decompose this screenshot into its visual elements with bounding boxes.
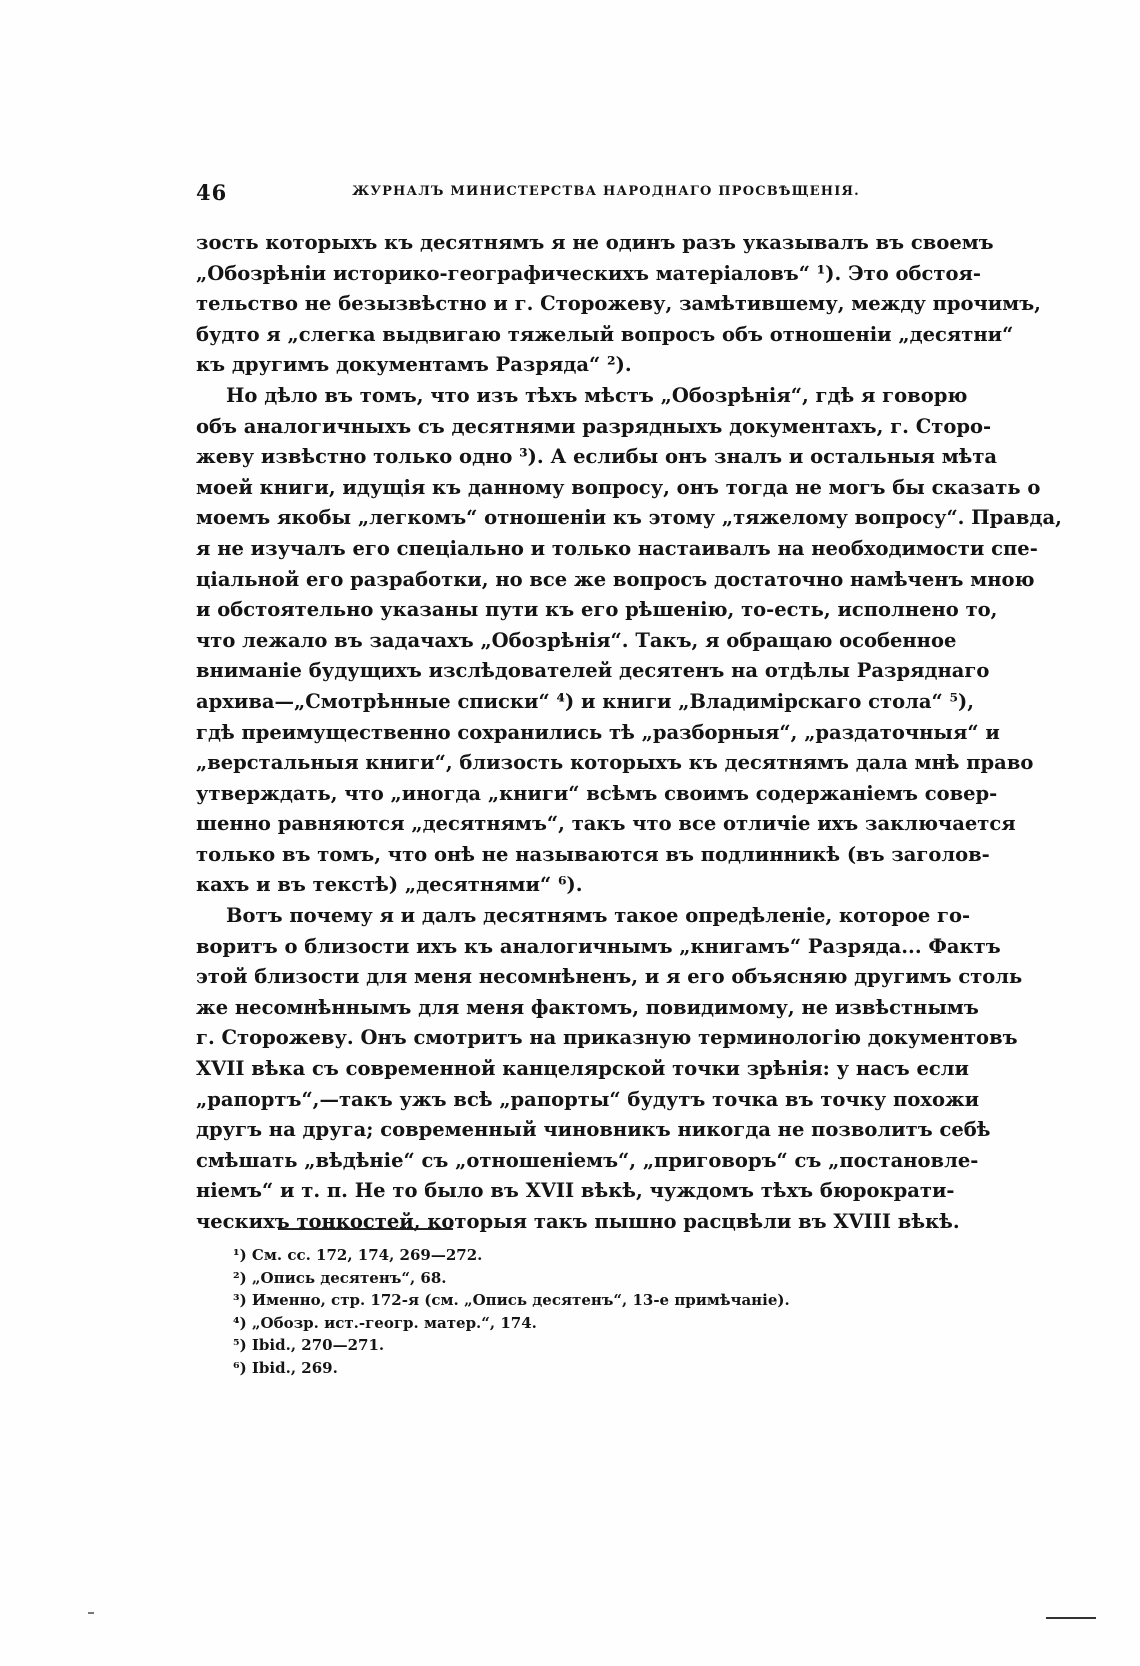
footnote-mark: ⁴) bbox=[233, 1313, 247, 1332]
text-line: шенно равняются „десятнямъ“, такъ что все отличіе ихъ заключается bbox=[196, 812, 1016, 836]
footnote-text: „Опись десятенъ“, 68. bbox=[251, 1268, 447, 1287]
text-line: ціальной его разработки, но все же вопросъ достаточно намѣченъ мною bbox=[196, 567, 1035, 591]
text-line: жеву извѣстно только одно ³). А еслибы онъ зналъ и остальныя мѣта bbox=[196, 445, 998, 469]
footnote bbox=[233, 1334, 873, 1357]
footnote-separator bbox=[278, 1228, 453, 1230]
running-title: ЖУРНАЛЪ МИНИСТЕРСТВА НАРОДНАГО ПРОСВѢЩЕНІЯ. bbox=[352, 184, 860, 199]
footnote-text: Ibid., 269. bbox=[251, 1358, 338, 1377]
text-line: „Обозрѣніи историко-географическихъ матеріаловъ“ ¹). Это обстоя- bbox=[196, 261, 981, 285]
scan-artifact bbox=[88, 1612, 94, 1614]
footnote-text: „Обозр. ист.-геогр. матер.“, 174. bbox=[251, 1313, 537, 1332]
text-line: къ другимъ документамъ Разряда“ ²). bbox=[196, 353, 632, 377]
footnote-mark: ³) bbox=[233, 1291, 247, 1309]
footnote bbox=[233, 1267, 873, 1290]
text-line: я не изучалъ его спеціально и только настаивалъ на необходимости спе- bbox=[196, 536, 1038, 560]
footnotes bbox=[233, 1244, 873, 1379]
footnote bbox=[233, 1312, 873, 1335]
text-line: объ аналогичныхъ съ десятнями разрядныхъ документахъ, г. Сторо- bbox=[196, 414, 992, 438]
footnote bbox=[233, 1289, 873, 1312]
text-line: смѣшать „вѣдѣніе“ съ „отношеніемъ“, „приговоръ“ съ „постановле- bbox=[196, 1148, 979, 1172]
text-line: ніемъ“ и т. п. Не то было въ XVII вѣкѣ, чуждомъ тѣхъ бюрократи- bbox=[196, 1179, 955, 1203]
footnote bbox=[233, 1244, 873, 1267]
text-line: тельство не безызвѣстно и г. Сторожеву, замѣтившему, между прочимъ, bbox=[196, 292, 1041, 316]
footnote-text: См. сс. 172, 174, 269—272. bbox=[251, 1246, 483, 1264]
text-line: кахъ и въ текстѣ) „десятнями“ ⁶). bbox=[196, 873, 583, 897]
text-line: будто я „слегка выдвигаю тяжелый вопросъ объ отношеніи „десятни“ bbox=[196, 322, 1014, 346]
text-line: и обстоятельно указаны пути къ его рѣшенію, то-есть, исполнено то, bbox=[196, 598, 998, 622]
scan-edge-mark bbox=[1046, 1617, 1096, 1619]
main-text bbox=[196, 228, 1062, 1238]
text-line: же несомнѣннымъ для меня фактомъ, повидимому, не извѣстнымъ bbox=[196, 995, 979, 1019]
text-line: гдѣ преимущественно сохранились тѣ „разборныя“, „раздаточныя“ и bbox=[196, 720, 1000, 744]
text-line: моемъ якобы „легкомъ“ отношеніи къ этому „тяжелому вопросу“. Правда, bbox=[196, 506, 1062, 530]
text-line: „рапортъ“,—такъ ужъ всѣ „рапорты“ будутъ точка въ точку похожи bbox=[196, 1087, 980, 1111]
footnote-mark: ²) bbox=[233, 1268, 247, 1287]
text-line: вниманіе будущихъ изслѣдователей десятенъ на отдѣлы Разряднаго bbox=[196, 659, 990, 683]
footnote-mark: ¹) bbox=[233, 1246, 247, 1264]
page-number: 46 bbox=[196, 180, 228, 205]
text-line: г. Сторожеву. Онъ смотритъ на приказную терминологію документовъ bbox=[196, 1026, 1018, 1050]
paragraph-start-line: Но дѣло въ томъ, что изъ тѣхъ мѣстъ „Обозрѣнія“, гдѣ я говорю bbox=[226, 383, 968, 407]
footnote-mark: ⁵) bbox=[233, 1336, 247, 1354]
page-header bbox=[196, 180, 936, 208]
text-line: утверждать, что „иногда „книги“ всѣмъ своимъ содержаніемъ совер- bbox=[196, 781, 998, 805]
text-line: ческихъ тонкостей, которыя такъ пышно расцвѣли въ XVIII вѣкѣ. bbox=[196, 1210, 960, 1233]
text-line: только въ томъ, что онѣ не называются въ подлинникѣ (въ заголов- bbox=[196, 842, 990, 866]
text-line: этой близости для меня несомнѣненъ, и я его объясняю другимъ столь bbox=[196, 965, 1023, 989]
paragraph-start-line: Вотъ почему я и далъ десятнямъ такое опредѣленіе, которое го- bbox=[226, 904, 971, 928]
text-line: что лежало въ задачахъ „Обозрѣнія“. Такъ, я обращаю особенное bbox=[196, 628, 957, 652]
footnote bbox=[233, 1357, 873, 1380]
text-line: архива—„Смотрѣнные списки“ ⁴) и книги „Владимірскаго стола“ ⁵), bbox=[196, 689, 975, 713]
text-line: воритъ о близости ихъ къ аналогичнымъ „книгамъ“ Разряда... Фактъ bbox=[196, 934, 1001, 958]
footnote-text: Ibid., 270—271. bbox=[251, 1336, 385, 1354]
text-line: другъ на друга; современный чиновникъ никогда не позволитъ себѣ bbox=[196, 1118, 991, 1142]
text-line: зость которыхъ къ десятнямъ я не одинъ разъ указывалъ въ своемъ bbox=[196, 231, 994, 254]
footnote-text: Именно, стр. 172-я (см. „Опись десятенъ“, 13-е примѣчаніе). bbox=[251, 1291, 790, 1309]
text-line: XVII вѣка съ современной канцелярской точки зрѣнія: у насъ если bbox=[196, 1057, 969, 1081]
text-line: моей книги, идущія къ данному вопросу, онъ тогда не могъ бы сказать о bbox=[196, 475, 1041, 499]
text-line: „верстальныя книги“, близость которыхъ къ десятнямъ дала мнѣ право bbox=[196, 751, 1034, 775]
footnote-mark: ⁶) bbox=[233, 1358, 247, 1377]
